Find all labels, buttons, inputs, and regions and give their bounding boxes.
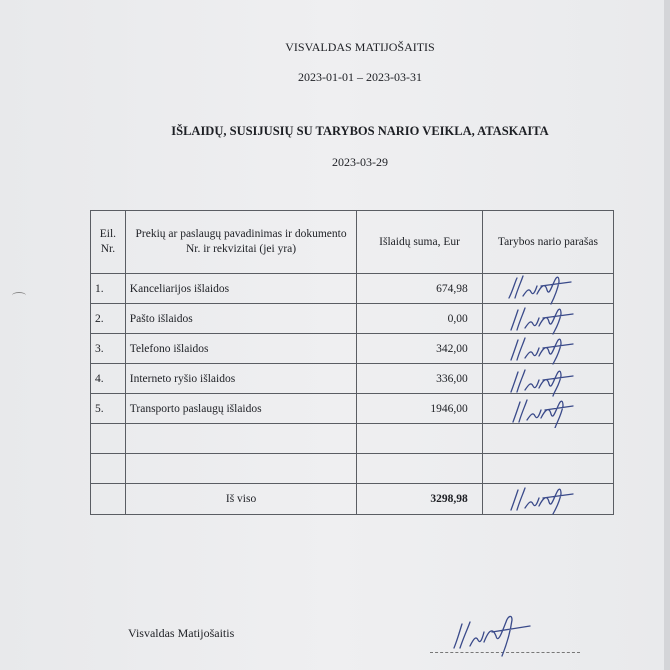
row-name xyxy=(125,454,357,484)
row-signature xyxy=(482,424,613,454)
signature-icon xyxy=(501,478,581,518)
signature-icon xyxy=(501,388,581,428)
row-no: 4. xyxy=(91,364,126,394)
row-name: Pašto išlaidos xyxy=(125,304,357,334)
punch-mark xyxy=(12,292,26,299)
report-title: IŠLAIDŲ, SUSIJUSIŲ SU TARYBOS NARIO VEIKLA, ATASKAITA xyxy=(171,124,549,138)
row-signature xyxy=(482,394,613,424)
row-amount: 336,00 xyxy=(357,364,483,394)
row-amount: 1946,00 xyxy=(357,394,483,424)
row-name: Interneto ryšio išlaidos xyxy=(125,364,357,394)
row-amount xyxy=(357,454,483,484)
row-amount: 342,00 xyxy=(357,334,483,364)
row-no: 2. xyxy=(91,304,126,334)
row-amount: 0,00 xyxy=(357,304,483,334)
total-no xyxy=(91,484,126,515)
row-name: Telefono išlaidos xyxy=(125,334,357,364)
header-name: Prekių ar paslaugų pavadinimas ir dokumento Nr. ir rekvizitai (jei yra) xyxy=(125,211,357,274)
footer-signatory-name: Visvaldas Matijošaitis xyxy=(128,626,235,640)
author-name: VISVALDAS MATIJOŠAITIS xyxy=(285,40,435,54)
table-row xyxy=(91,424,614,454)
row-no: 5. xyxy=(91,394,126,424)
page-edge xyxy=(664,0,670,670)
table-header-row xyxy=(91,211,614,274)
total-label: Iš viso xyxy=(125,484,357,515)
row-amount: 674,98 xyxy=(357,274,483,304)
row-no xyxy=(91,424,126,454)
report-period: 2023-01-01 – 2023-03-31 xyxy=(298,70,422,84)
total-amount: 3298,98 xyxy=(357,484,483,515)
row-no: 3. xyxy=(91,334,126,364)
footer-signature-icon xyxy=(440,602,540,658)
row-name: Kanceliarijos išlaidos xyxy=(125,274,357,304)
row-no: 1. xyxy=(91,274,126,304)
header-amount: Išlaidų suma, Eur xyxy=(357,211,483,274)
row-no xyxy=(91,454,126,484)
expense-table xyxy=(90,210,614,515)
row-name: Transporto paslaugų išlaidos xyxy=(125,394,357,424)
row-name xyxy=(125,424,357,454)
table-row xyxy=(91,394,614,424)
header-no: Eil. Nr. xyxy=(91,211,126,274)
total-signature xyxy=(482,484,613,515)
total-row xyxy=(91,484,614,515)
row-amount xyxy=(357,424,483,454)
report-date: 2023-03-29 xyxy=(332,155,388,169)
header-signature: Tarybos nario parašas xyxy=(482,211,613,274)
